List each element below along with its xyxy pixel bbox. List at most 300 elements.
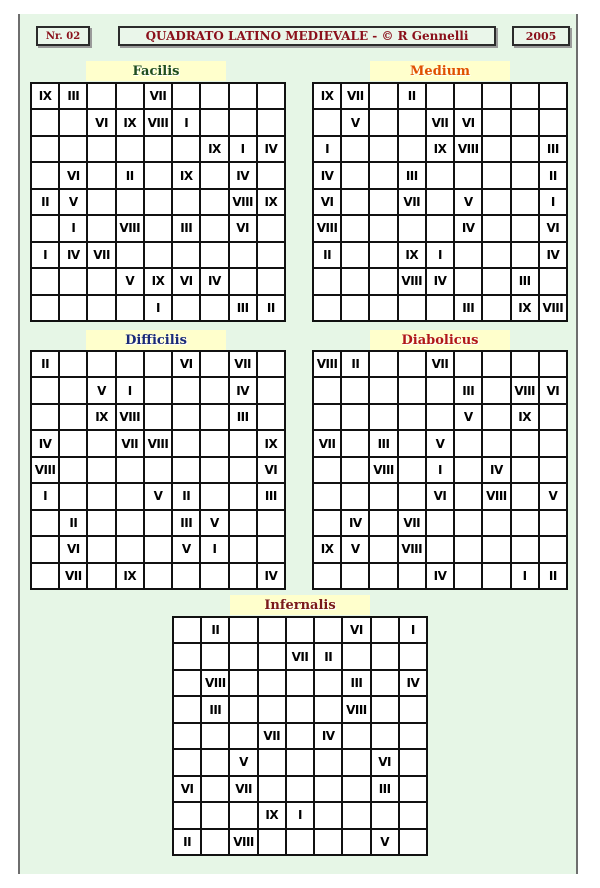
year-box bbox=[512, 26, 570, 46]
facilis-cell: III bbox=[230, 296, 258, 322]
infernalis-cell bbox=[343, 830, 371, 856]
medium-cell: VIII bbox=[399, 269, 427, 295]
infernalis-cell bbox=[315, 697, 343, 723]
diabolicus-cell bbox=[455, 458, 483, 484]
medium-cell: IX bbox=[427, 137, 455, 163]
medium-cell bbox=[370, 216, 398, 242]
difficilis-cell: II bbox=[32, 352, 60, 378]
facilis-cell: III bbox=[60, 84, 88, 110]
medium-cell bbox=[483, 137, 511, 163]
infernalis-cell: II bbox=[202, 618, 230, 644]
diabolicus-cell bbox=[483, 511, 511, 537]
diabolicus-cell bbox=[427, 378, 455, 404]
infernalis-cell: VIII bbox=[202, 671, 230, 697]
difficilis-cell: VIII bbox=[117, 405, 145, 431]
difficilis-cell bbox=[145, 458, 173, 484]
diabolicus-cell bbox=[540, 458, 568, 484]
difficilis-cell bbox=[201, 352, 229, 378]
facilis-cell: VIII bbox=[117, 216, 145, 242]
facilis-cell bbox=[201, 296, 229, 322]
difficilis-cell bbox=[60, 405, 88, 431]
facilis-cell: IX bbox=[117, 110, 145, 136]
infernalis-cell bbox=[315, 750, 343, 776]
diabolicus-cell bbox=[399, 405, 427, 431]
medium-cell bbox=[483, 190, 511, 216]
medium-cell: IV bbox=[540, 243, 568, 269]
infernalis-cell bbox=[259, 750, 287, 776]
medium-cell bbox=[342, 163, 370, 189]
difficilis-cell: VIII bbox=[32, 458, 60, 484]
difficilis-cell bbox=[258, 537, 286, 563]
medium-cell: VI bbox=[314, 190, 342, 216]
diabolicus-cell bbox=[512, 458, 540, 484]
medium-cell bbox=[370, 269, 398, 295]
infernalis-cell bbox=[259, 697, 287, 723]
medium-cell bbox=[370, 137, 398, 163]
infernalis-cell bbox=[372, 671, 400, 697]
difficilis-cell bbox=[117, 537, 145, 563]
facilis-cell: VI bbox=[230, 216, 258, 242]
medium-cell bbox=[370, 190, 398, 216]
difficilis-cell bbox=[117, 352, 145, 378]
infernalis-cell: VIII bbox=[230, 830, 258, 856]
diabolicus-cell: V bbox=[455, 405, 483, 431]
infernalis-cell bbox=[343, 644, 371, 670]
facilis-cell bbox=[201, 84, 229, 110]
difficilis-cell bbox=[258, 405, 286, 431]
facilis-cell bbox=[88, 216, 116, 242]
facilis-cell bbox=[258, 110, 286, 136]
infernalis-cell bbox=[400, 777, 428, 803]
difficilis-cell: IX bbox=[88, 405, 116, 431]
facilis-cell: IV bbox=[60, 243, 88, 269]
diabolicus-cell bbox=[483, 564, 511, 590]
diabolicus-cell bbox=[427, 405, 455, 431]
difficilis-cell bbox=[88, 458, 116, 484]
infernalis-cell bbox=[259, 777, 287, 803]
difficilis-cell bbox=[230, 431, 258, 457]
medium-cell bbox=[455, 269, 483, 295]
medium-cell bbox=[342, 243, 370, 269]
diabolicus-cell bbox=[512, 352, 540, 378]
infernalis-cell bbox=[287, 697, 315, 723]
difficilis-cell bbox=[32, 405, 60, 431]
infernalis-cell: III bbox=[372, 777, 400, 803]
diabolicus-cell bbox=[483, 378, 511, 404]
medium-cell: V bbox=[342, 110, 370, 136]
medium-cell bbox=[370, 243, 398, 269]
facilis-cell: VII bbox=[88, 243, 116, 269]
medium-cell bbox=[427, 216, 455, 242]
facilis-cell bbox=[88, 269, 116, 295]
infernalis-cell: III bbox=[202, 697, 230, 723]
medium-cell: V bbox=[455, 190, 483, 216]
medium-cell bbox=[483, 110, 511, 136]
difficilis-cell bbox=[201, 484, 229, 510]
difficilis-cell bbox=[145, 352, 173, 378]
facilis-cell bbox=[230, 110, 258, 136]
medium-cell bbox=[512, 137, 540, 163]
medium-cell: IV bbox=[455, 216, 483, 242]
diabolicus-cell bbox=[314, 484, 342, 510]
diabolicus-cell: I bbox=[512, 564, 540, 590]
difficilis-cell: II bbox=[60, 511, 88, 537]
infernalis-cell: IV bbox=[400, 671, 428, 697]
diabolicus-cell: VIII bbox=[399, 537, 427, 563]
facilis-cell bbox=[258, 216, 286, 242]
medium-cell bbox=[399, 110, 427, 136]
infernalis-cell bbox=[230, 697, 258, 723]
difficilis-cell bbox=[60, 378, 88, 404]
difficilis-cell bbox=[32, 511, 60, 537]
difficilis-cell bbox=[173, 431, 201, 457]
difficilis-cell: V bbox=[88, 378, 116, 404]
difficilis-cell bbox=[230, 458, 258, 484]
facilis-cell: V bbox=[60, 190, 88, 216]
facilis-cell bbox=[60, 110, 88, 136]
diabolicus-cell bbox=[455, 431, 483, 457]
facilis-cell bbox=[32, 269, 60, 295]
medium-cell: VII bbox=[342, 84, 370, 110]
diabolicus-cell: VI bbox=[427, 484, 455, 510]
diabolicus-cell bbox=[370, 511, 398, 537]
medium-cell bbox=[483, 296, 511, 322]
facilis-cell: IV bbox=[258, 137, 286, 163]
infernalis-cell bbox=[287, 830, 315, 856]
medium-cell bbox=[483, 216, 511, 242]
difficilis-cell bbox=[230, 537, 258, 563]
difficilis-cell bbox=[88, 352, 116, 378]
difficilis-cell bbox=[258, 352, 286, 378]
facilis-cell bbox=[60, 269, 88, 295]
diabolicus-cell bbox=[370, 564, 398, 590]
facilis-cell: VI bbox=[173, 269, 201, 295]
diabolicus-cell bbox=[540, 405, 568, 431]
medium-cell bbox=[370, 110, 398, 136]
diabolicus-cell: I bbox=[427, 458, 455, 484]
diabolicus-cell: VIII bbox=[370, 458, 398, 484]
difficilis-cell bbox=[60, 431, 88, 457]
diabolicus-cell: IV bbox=[342, 511, 370, 537]
facilis-cell bbox=[173, 84, 201, 110]
infernalis-cell: IX bbox=[259, 803, 287, 829]
difficilis-cell bbox=[230, 564, 258, 590]
medium-cell: III bbox=[399, 163, 427, 189]
infernalis-cell: III bbox=[343, 671, 371, 697]
infernalis-cell bbox=[400, 644, 428, 670]
infernalis-cell bbox=[400, 697, 428, 723]
difficilis-cell bbox=[145, 378, 173, 404]
infernalis-cell: VI bbox=[343, 618, 371, 644]
infernalis-cell: VI bbox=[372, 750, 400, 776]
facilis-cell: II bbox=[32, 190, 60, 216]
facilis-cell: II bbox=[258, 296, 286, 322]
medium-cell bbox=[342, 137, 370, 163]
difficilis-cell: VII bbox=[117, 431, 145, 457]
diabolicus-cell bbox=[370, 484, 398, 510]
facilis-cell bbox=[201, 216, 229, 242]
medium-cell: I bbox=[314, 137, 342, 163]
infernalis-cell bbox=[174, 803, 202, 829]
facilis-cell bbox=[201, 243, 229, 269]
facilis-cell: I bbox=[32, 243, 60, 269]
diabolicus-cell bbox=[370, 537, 398, 563]
facilis-cell bbox=[88, 84, 116, 110]
difficilis-cell bbox=[117, 484, 145, 510]
difficilis-cell bbox=[88, 564, 116, 590]
difficilis-cell: IV bbox=[32, 431, 60, 457]
medium-cell bbox=[427, 296, 455, 322]
medium-cell: VIII bbox=[314, 216, 342, 242]
facilis-cell: III bbox=[173, 216, 201, 242]
medium-cell: IV bbox=[427, 269, 455, 295]
difficilis-cell: VII bbox=[60, 564, 88, 590]
infernalis-cell: I bbox=[400, 618, 428, 644]
medium-cell bbox=[512, 190, 540, 216]
facilis-cell bbox=[145, 243, 173, 269]
infernalis-cell bbox=[287, 618, 315, 644]
facilis-cell bbox=[32, 216, 60, 242]
diabolicus-cell: VII bbox=[427, 352, 455, 378]
difficilis-cell bbox=[201, 405, 229, 431]
difficilis-cell: I bbox=[32, 484, 60, 510]
difficilis-cell bbox=[173, 564, 201, 590]
medium-cell bbox=[370, 84, 398, 110]
infernalis-cell bbox=[230, 671, 258, 697]
infernalis-cell bbox=[315, 803, 343, 829]
facilis-cell bbox=[230, 243, 258, 269]
diabolicus-cell bbox=[314, 378, 342, 404]
medium-cell bbox=[455, 243, 483, 269]
difficilis-cell: VI bbox=[173, 352, 201, 378]
infernalis-cell: II bbox=[315, 644, 343, 670]
diabolicus-cell: II bbox=[540, 564, 568, 590]
difficilis-cell bbox=[117, 458, 145, 484]
diabolicus-cell: VIII bbox=[483, 484, 511, 510]
diabolicus-cell bbox=[342, 378, 370, 404]
facilis-cell bbox=[145, 216, 173, 242]
title-box bbox=[118, 26, 496, 46]
label-difficilis bbox=[86, 330, 226, 350]
diabolicus-cell: VII bbox=[314, 431, 342, 457]
infernalis-cell bbox=[343, 750, 371, 776]
diabolicus-cell: VIII bbox=[314, 352, 342, 378]
medium-cell: IX bbox=[399, 243, 427, 269]
diabolicus-cell: IX bbox=[314, 537, 342, 563]
label-infernalis-text: Infernalis bbox=[264, 597, 336, 613]
facilis-cell bbox=[258, 243, 286, 269]
diabolicus-cell bbox=[540, 352, 568, 378]
difficilis-cell bbox=[145, 537, 173, 563]
diabolicus-cell bbox=[540, 511, 568, 537]
grid-infernalis bbox=[172, 616, 428, 856]
infernalis-cell bbox=[174, 618, 202, 644]
facilis-cell bbox=[88, 190, 116, 216]
infernalis-cell bbox=[174, 750, 202, 776]
infernalis-cell bbox=[174, 697, 202, 723]
infernalis-cell bbox=[315, 830, 343, 856]
facilis-cell bbox=[32, 163, 60, 189]
infernalis-cell bbox=[230, 724, 258, 750]
facilis-cell: II bbox=[117, 163, 145, 189]
infernalis-cell: IV bbox=[315, 724, 343, 750]
medium-cell: IX bbox=[314, 84, 342, 110]
facilis-cell bbox=[258, 84, 286, 110]
infernalis-cell bbox=[372, 803, 400, 829]
facilis-cell bbox=[258, 269, 286, 295]
infernalis-cell bbox=[202, 777, 230, 803]
medium-cell bbox=[342, 216, 370, 242]
diabolicus-cell bbox=[427, 511, 455, 537]
infernalis-cell bbox=[400, 750, 428, 776]
infernalis-cell bbox=[400, 724, 428, 750]
diabolicus-cell bbox=[512, 537, 540, 563]
diabolicus-cell bbox=[370, 378, 398, 404]
infernalis-cell bbox=[174, 671, 202, 697]
infernalis-cell: V bbox=[372, 830, 400, 856]
difficilis-cell: V bbox=[201, 511, 229, 537]
facilis-cell bbox=[173, 243, 201, 269]
grid-medium bbox=[312, 82, 568, 322]
medium-cell bbox=[342, 269, 370, 295]
diabolicus-cell bbox=[370, 352, 398, 378]
medium-cell bbox=[427, 84, 455, 110]
diabolicus-cell bbox=[399, 458, 427, 484]
diabolicus-cell: V bbox=[540, 484, 568, 510]
diabolicus-cell bbox=[540, 537, 568, 563]
facilis-cell: IV bbox=[201, 269, 229, 295]
diabolicus-cell: IV bbox=[427, 564, 455, 590]
facilis-cell: IX bbox=[173, 163, 201, 189]
infernalis-cell bbox=[400, 830, 428, 856]
medium-cell: II bbox=[540, 163, 568, 189]
difficilis-cell bbox=[32, 564, 60, 590]
infernalis-cell: V bbox=[230, 750, 258, 776]
infernalis-cell bbox=[230, 803, 258, 829]
infernalis-cell bbox=[372, 644, 400, 670]
facilis-cell: IX bbox=[32, 84, 60, 110]
medium-cell: VII bbox=[427, 110, 455, 136]
infernalis-cell bbox=[230, 644, 258, 670]
facilis-cell: VIII bbox=[230, 190, 258, 216]
infernalis-cell bbox=[202, 644, 230, 670]
difficilis-cell: IX bbox=[258, 431, 286, 457]
difficilis-cell bbox=[60, 458, 88, 484]
diabolicus-cell bbox=[512, 431, 540, 457]
infernalis-cell bbox=[259, 618, 287, 644]
facilis-cell bbox=[117, 190, 145, 216]
medium-cell bbox=[483, 163, 511, 189]
medium-cell: VI bbox=[455, 110, 483, 136]
diabolicus-cell bbox=[483, 352, 511, 378]
facilis-cell bbox=[32, 137, 60, 163]
difficilis-cell bbox=[230, 511, 258, 537]
medium-cell bbox=[399, 296, 427, 322]
diabolicus-cell bbox=[455, 484, 483, 510]
diabolicus-cell bbox=[483, 405, 511, 431]
diabolicus-cell bbox=[314, 511, 342, 537]
diabolicus-cell bbox=[512, 511, 540, 537]
facilis-cell: I bbox=[60, 216, 88, 242]
medium-cell bbox=[314, 269, 342, 295]
medium-cell bbox=[399, 216, 427, 242]
infernalis-cell: I bbox=[287, 803, 315, 829]
difficilis-cell bbox=[258, 378, 286, 404]
infernalis-cell bbox=[287, 724, 315, 750]
medium-cell bbox=[399, 137, 427, 163]
medium-cell bbox=[512, 110, 540, 136]
facilis-cell bbox=[145, 137, 173, 163]
issue-number-box bbox=[36, 26, 90, 46]
facilis-cell bbox=[117, 137, 145, 163]
medium-cell: II bbox=[314, 243, 342, 269]
difficilis-cell bbox=[201, 564, 229, 590]
difficilis-cell bbox=[60, 352, 88, 378]
difficilis-cell bbox=[173, 458, 201, 484]
medium-cell bbox=[512, 84, 540, 110]
difficilis-cell: VI bbox=[60, 537, 88, 563]
sheet-title: QUADRATO LATINO MEDIEVALE - © R Gennelli bbox=[145, 29, 469, 43]
difficilis-cell bbox=[258, 511, 286, 537]
facilis-cell bbox=[60, 137, 88, 163]
facilis-cell bbox=[145, 190, 173, 216]
medium-cell bbox=[540, 110, 568, 136]
difficilis-cell bbox=[88, 511, 116, 537]
medium-cell bbox=[455, 163, 483, 189]
grid-difficilis bbox=[30, 350, 286, 590]
diabolicus-cell bbox=[342, 458, 370, 484]
label-diabolicus bbox=[370, 330, 510, 350]
diabolicus-cell bbox=[512, 484, 540, 510]
medium-cell: IX bbox=[512, 296, 540, 322]
medium-cell bbox=[427, 190, 455, 216]
label-facilis bbox=[86, 61, 226, 81]
diabolicus-cell bbox=[455, 564, 483, 590]
infernalis-cell bbox=[372, 618, 400, 644]
medium-cell bbox=[483, 243, 511, 269]
diabolicus-cell bbox=[540, 431, 568, 457]
facilis-cell bbox=[88, 163, 116, 189]
puzzle-sheet bbox=[18, 14, 578, 874]
medium-cell: I bbox=[540, 190, 568, 216]
difficilis-cell bbox=[145, 511, 173, 537]
infernalis-cell bbox=[259, 644, 287, 670]
medium-cell: III bbox=[540, 137, 568, 163]
infernalis-cell bbox=[202, 830, 230, 856]
diabolicus-cell bbox=[399, 431, 427, 457]
diabolicus-cell: III bbox=[455, 378, 483, 404]
difficilis-cell: I bbox=[201, 537, 229, 563]
infernalis-cell bbox=[174, 644, 202, 670]
difficilis-cell: III bbox=[258, 484, 286, 510]
facilis-cell bbox=[173, 190, 201, 216]
medium-cell bbox=[427, 163, 455, 189]
difficilis-cell: III bbox=[230, 405, 258, 431]
diabolicus-cell bbox=[314, 564, 342, 590]
diabolicus-cell: VII bbox=[399, 511, 427, 537]
difficilis-cell bbox=[32, 537, 60, 563]
medium-cell bbox=[455, 84, 483, 110]
medium-cell: I bbox=[427, 243, 455, 269]
facilis-cell bbox=[32, 110, 60, 136]
difficilis-cell bbox=[201, 431, 229, 457]
infernalis-cell bbox=[287, 671, 315, 697]
difficilis-cell: V bbox=[173, 537, 201, 563]
medium-cell: VIII bbox=[455, 137, 483, 163]
grid-facilis bbox=[30, 82, 286, 322]
infernalis-cell bbox=[202, 724, 230, 750]
medium-cell bbox=[540, 269, 568, 295]
